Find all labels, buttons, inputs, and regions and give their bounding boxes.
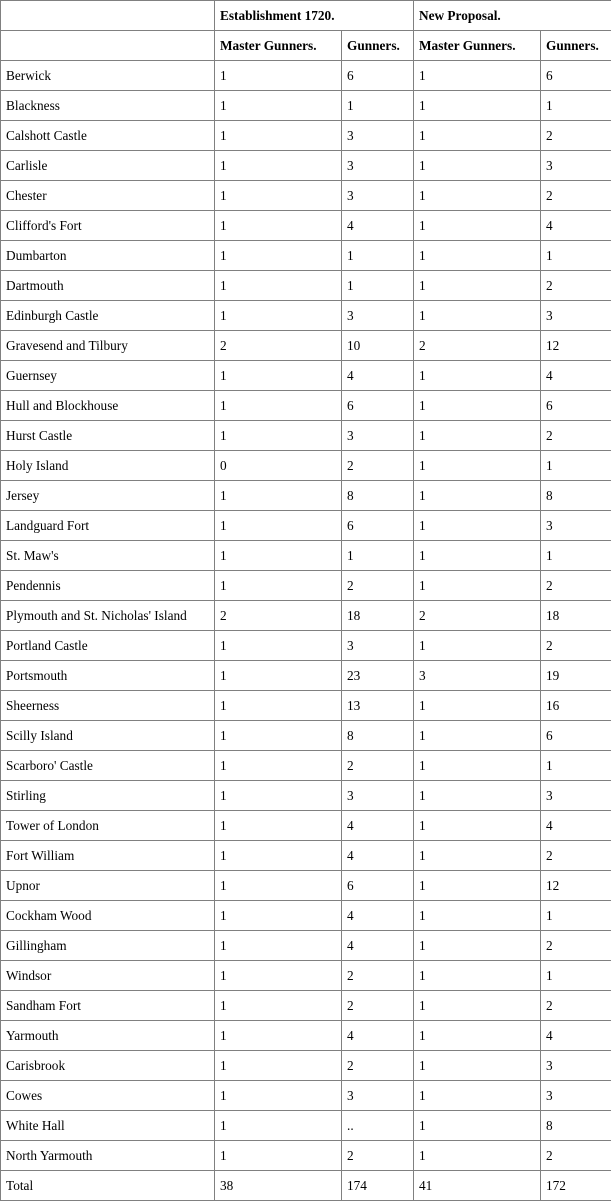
master-gunners-1720-cell: 38	[215, 1171, 342, 1201]
table-row	[1, 421, 611, 451]
header-establishment-1720: Establishment 1720.	[215, 1, 414, 31]
gunners-proposal-cell: 6	[541, 721, 611, 751]
table-row	[1, 391, 611, 421]
location-cell: Stirling	[1, 781, 215, 811]
location-cell: Calshott Castle	[1, 121, 215, 151]
table-row	[1, 901, 611, 931]
gunners-proposal-cell: 3	[541, 1081, 611, 1111]
gunners-1720-cell: 1	[342, 241, 414, 271]
column-header: Master Gunners.	[215, 31, 342, 61]
gunners-1720-cell: ..	[342, 1111, 414, 1141]
gunners-1720-cell: 2	[342, 961, 414, 991]
gunners-proposal-cell: 2	[541, 631, 611, 661]
gunners-1720-cell: 6	[342, 871, 414, 901]
table-row	[1, 631, 611, 661]
master-gunners-proposal-cell: 3	[414, 661, 541, 691]
location-cell: Yarmouth	[1, 1021, 215, 1051]
gunners-proposal-cell: 2	[541, 571, 611, 601]
location-cell: Cowes	[1, 1081, 215, 1111]
master-gunners-1720-cell: 1	[215, 391, 342, 421]
location-cell: Carlisle	[1, 151, 215, 181]
table-row	[1, 121, 611, 151]
master-gunners-1720-cell: 1	[215, 721, 342, 751]
master-gunners-1720-cell: 1	[215, 661, 342, 691]
table-row	[1, 331, 611, 361]
gunners-proposal-cell: 1	[541, 541, 611, 571]
gunners-proposal-cell: 8	[541, 1111, 611, 1141]
master-gunners-proposal-cell: 1	[414, 181, 541, 211]
master-gunners-proposal-cell: 1	[414, 451, 541, 481]
location-cell: Blackness	[1, 91, 215, 121]
master-gunners-1720-cell: 1	[215, 1081, 342, 1111]
header-new-proposal: New Proposal.	[414, 1, 611, 31]
header-row-columns	[1, 31, 611, 61]
gunners-proposal-cell: 4	[541, 211, 611, 241]
gunners-proposal-cell: 16	[541, 691, 611, 721]
table-row	[1, 961, 611, 991]
gunners-proposal-cell: 2	[541, 841, 611, 871]
table-row	[1, 361, 611, 391]
table-row	[1, 991, 611, 1021]
gunners-1720-cell: 6	[342, 61, 414, 91]
master-gunners-1720-cell: 1	[215, 1111, 342, 1141]
gunners-1720-cell: 1	[342, 91, 414, 121]
master-gunners-proposal-cell: 1	[414, 91, 541, 121]
gunners-1720-cell: 6	[342, 391, 414, 421]
gunners-1720-cell: 4	[342, 211, 414, 241]
master-gunners-proposal-cell: 1	[414, 481, 541, 511]
master-gunners-proposal-cell: 1	[414, 151, 541, 181]
master-gunners-proposal-cell: 2	[414, 601, 541, 631]
location-cell: Landguard Fort	[1, 511, 215, 541]
gunners-proposal-cell: 6	[541, 61, 611, 91]
gunners-1720-cell: 2	[342, 571, 414, 601]
master-gunners-1720-cell: 1	[215, 271, 342, 301]
table-row	[1, 511, 611, 541]
gunners-proposal-cell: 3	[541, 511, 611, 541]
master-gunners-proposal-cell: 1	[414, 1111, 541, 1141]
gunners-proposal-cell: 6	[541, 391, 611, 421]
location-cell: Total	[1, 1171, 215, 1201]
table-row	[1, 301, 611, 331]
master-gunners-proposal-cell: 1	[414, 1141, 541, 1171]
gunners-1720-cell: 3	[342, 151, 414, 181]
gunners-proposal-cell: 12	[541, 331, 611, 361]
gunners-1720-cell: 4	[342, 901, 414, 931]
table-row	[1, 661, 611, 691]
location-cell: Gillingham	[1, 931, 215, 961]
location-cell: Cockham Wood	[1, 901, 215, 931]
table-row	[1, 871, 611, 901]
gunners-1720-cell: 2	[342, 451, 414, 481]
column-header: Master Gunners.	[414, 31, 541, 61]
location-cell: Scilly Island	[1, 721, 215, 751]
location-cell: Tower of London	[1, 811, 215, 841]
master-gunners-proposal-cell: 1	[414, 211, 541, 241]
gunners-proposal-cell: 2	[541, 421, 611, 451]
master-gunners-proposal-cell: 1	[414, 271, 541, 301]
gunners-1720-cell: 3	[342, 781, 414, 811]
master-gunners-proposal-cell: 1	[414, 961, 541, 991]
total-row	[1, 1171, 611, 1201]
master-gunners-proposal-cell: 1	[414, 541, 541, 571]
location-cell: St. Maw's	[1, 541, 215, 571]
gunners-proposal-cell: 1	[541, 901, 611, 931]
master-gunners-1720-cell: 1	[215, 511, 342, 541]
location-cell: Upnor	[1, 871, 215, 901]
gunners-1720-cell: 6	[342, 511, 414, 541]
master-gunners-1720-cell: 1	[215, 781, 342, 811]
gunners-proposal-cell: 19	[541, 661, 611, 691]
master-gunners-1720-cell: 1	[215, 91, 342, 121]
gunners-1720-cell: 3	[342, 421, 414, 451]
gunners-proposal-cell: 1	[541, 451, 611, 481]
location-cell: Clifford's Fort	[1, 211, 215, 241]
master-gunners-proposal-cell: 1	[414, 841, 541, 871]
master-gunners-proposal-cell: 1	[414, 511, 541, 541]
master-gunners-1720-cell: 1	[215, 1051, 342, 1081]
master-gunners-1720-cell: 1	[215, 421, 342, 451]
master-gunners-1720-cell: 1	[215, 481, 342, 511]
gunners-1720-cell: 3	[342, 121, 414, 151]
master-gunners-proposal-cell: 1	[414, 301, 541, 331]
table-row	[1, 691, 611, 721]
master-gunners-proposal-cell: 1	[414, 1081, 541, 1111]
location-cell: White Hall	[1, 1111, 215, 1141]
gunners-1720-cell: 4	[342, 811, 414, 841]
master-gunners-1720-cell: 2	[215, 331, 342, 361]
master-gunners-1720-cell: 1	[215, 1141, 342, 1171]
master-gunners-proposal-cell: 1	[414, 751, 541, 781]
table-row	[1, 1081, 611, 1111]
table-row	[1, 91, 611, 121]
master-gunners-proposal-cell: 1	[414, 421, 541, 451]
master-gunners-1720-cell: 1	[215, 931, 342, 961]
location-cell: Scarboro' Castle	[1, 751, 215, 781]
master-gunners-1720-cell: 0	[215, 451, 342, 481]
gunners-1720-cell: 174	[342, 1171, 414, 1201]
master-gunners-proposal-cell: 1	[414, 121, 541, 151]
column-header: Gunners.	[342, 31, 414, 61]
gunners-proposal-cell: 2	[541, 181, 611, 211]
master-gunners-1720-cell: 1	[215, 121, 342, 151]
master-gunners-proposal-cell: 2	[414, 331, 541, 361]
table-row	[1, 931, 611, 961]
master-gunners-proposal-cell: 1	[414, 991, 541, 1021]
master-gunners-proposal-cell: 1	[414, 871, 541, 901]
gunners-proposal-cell: 3	[541, 781, 611, 811]
column-header: Gunners.	[541, 31, 611, 61]
location-cell: Dumbarton	[1, 241, 215, 271]
master-gunners-1720-cell: 1	[215, 631, 342, 661]
gunners-proposal-cell: 8	[541, 481, 611, 511]
gunners-1720-cell: 4	[342, 361, 414, 391]
table-row	[1, 751, 611, 781]
gunners-proposal-cell: 2	[541, 991, 611, 1021]
gunners-1720-cell: 3	[342, 631, 414, 661]
table-row	[1, 841, 611, 871]
master-gunners-1720-cell: 1	[215, 691, 342, 721]
table-row	[1, 481, 611, 511]
master-gunners-proposal-cell: 1	[414, 241, 541, 271]
master-gunners-proposal-cell: 41	[414, 1171, 541, 1201]
gunners-proposal-cell: 1	[541, 91, 611, 121]
gunners-1720-cell: 2	[342, 1051, 414, 1081]
master-gunners-1720-cell: 1	[215, 181, 342, 211]
table-row	[1, 451, 611, 481]
master-gunners-proposal-cell: 1	[414, 721, 541, 751]
gunners-proposal-cell: 1	[541, 751, 611, 781]
location-cell: Sandham Fort	[1, 991, 215, 1021]
master-gunners-1720-cell: 1	[215, 211, 342, 241]
master-gunners-proposal-cell: 1	[414, 391, 541, 421]
master-gunners-1720-cell: 1	[215, 901, 342, 931]
header-row-groups	[1, 1, 611, 31]
header-empty-cell	[1, 31, 215, 61]
table-row	[1, 211, 611, 241]
gunners-proposal-cell: 3	[541, 301, 611, 331]
table-row	[1, 271, 611, 301]
table-row	[1, 61, 611, 91]
location-cell: Pendennis	[1, 571, 215, 601]
master-gunners-proposal-cell: 1	[414, 631, 541, 661]
table-row	[1, 1051, 611, 1081]
gunners-1720-cell: 23	[342, 661, 414, 691]
master-gunners-1720-cell: 1	[215, 811, 342, 841]
location-cell: Dartmouth	[1, 271, 215, 301]
gunners-proposal-cell: 2	[541, 931, 611, 961]
gunners-1720-cell: 2	[342, 991, 414, 1021]
location-cell: Gravesend and Tilbury	[1, 331, 215, 361]
location-cell: Berwick	[1, 61, 215, 91]
master-gunners-1720-cell: 1	[215, 871, 342, 901]
location-cell: Jersey	[1, 481, 215, 511]
gunners-proposal-cell: 4	[541, 1021, 611, 1051]
gunners-proposal-cell: 2	[541, 1141, 611, 1171]
master-gunners-1720-cell: 1	[215, 301, 342, 331]
gunners-1720-cell: 1	[342, 541, 414, 571]
master-gunners-proposal-cell: 1	[414, 361, 541, 391]
gunners-1720-cell: 1	[342, 271, 414, 301]
table-row	[1, 1021, 611, 1051]
location-cell: Chester	[1, 181, 215, 211]
table-row	[1, 1111, 611, 1141]
gunners-proposal-cell: 12	[541, 871, 611, 901]
gunners-1720-cell: 2	[342, 1141, 414, 1171]
master-gunners-proposal-cell: 1	[414, 901, 541, 931]
table-row	[1, 781, 611, 811]
table-row	[1, 1141, 611, 1171]
table-body	[1, 61, 611, 1201]
master-gunners-1720-cell: 1	[215, 151, 342, 181]
gunners-1720-cell: 13	[342, 691, 414, 721]
gunners-proposal-cell: 2	[541, 121, 611, 151]
location-cell: Sheerness	[1, 691, 215, 721]
location-cell: Guernsey	[1, 361, 215, 391]
master-gunners-proposal-cell: 1	[414, 781, 541, 811]
master-gunners-1720-cell: 1	[215, 1021, 342, 1051]
location-cell: Plymouth and St. Nicholas' Island	[1, 601, 215, 631]
table-row	[1, 181, 611, 211]
gunners-proposal-cell: 3	[541, 151, 611, 181]
gunners-1720-cell: 4	[342, 1021, 414, 1051]
master-gunners-1720-cell: 1	[215, 841, 342, 871]
master-gunners-proposal-cell: 1	[414, 1051, 541, 1081]
gunners-proposal-cell: 1	[541, 961, 611, 991]
gunners-proposal-cell: 172	[541, 1171, 611, 1201]
location-cell: Hurst Castle	[1, 421, 215, 451]
master-gunners-proposal-cell: 1	[414, 811, 541, 841]
gunners-1720-cell: 4	[342, 931, 414, 961]
master-gunners-1720-cell: 1	[215, 751, 342, 781]
table-row	[1, 721, 611, 751]
master-gunners-1720-cell: 2	[215, 601, 342, 631]
gunners-1720-cell: 8	[342, 721, 414, 751]
gunners-1720-cell: 18	[342, 601, 414, 631]
location-cell: Portland Castle	[1, 631, 215, 661]
gunners-proposal-cell: 1	[541, 241, 611, 271]
master-gunners-1720-cell: 1	[215, 361, 342, 391]
table-row	[1, 151, 611, 181]
master-gunners-proposal-cell: 1	[414, 931, 541, 961]
master-gunners-1720-cell: 1	[215, 961, 342, 991]
header-empty-cell	[1, 1, 215, 31]
table-row	[1, 241, 611, 271]
master-gunners-1720-cell: 1	[215, 241, 342, 271]
gunners-proposal-cell: 2	[541, 271, 611, 301]
master-gunners-1720-cell: 1	[215, 571, 342, 601]
table-row	[1, 541, 611, 571]
location-cell: Hull and Blockhouse	[1, 391, 215, 421]
master-gunners-proposal-cell: 1	[414, 61, 541, 91]
gunners-proposal-cell: 4	[541, 811, 611, 841]
master-gunners-1720-cell: 1	[215, 541, 342, 571]
table-row	[1, 811, 611, 841]
location-cell: Portsmouth	[1, 661, 215, 691]
gunners-1720-cell: 10	[342, 331, 414, 361]
location-cell: Holy Island	[1, 451, 215, 481]
gunners-1720-cell: 3	[342, 1081, 414, 1111]
master-gunners-proposal-cell: 1	[414, 571, 541, 601]
master-gunners-proposal-cell: 1	[414, 691, 541, 721]
master-gunners-proposal-cell: 1	[414, 1021, 541, 1051]
gunners-proposal-cell: 18	[541, 601, 611, 631]
location-cell: Windsor	[1, 961, 215, 991]
gunners-1720-cell: 2	[342, 751, 414, 781]
gunners-1720-cell: 3	[342, 301, 414, 331]
location-cell: Edinburgh Castle	[1, 301, 215, 331]
master-gunners-1720-cell: 1	[215, 991, 342, 1021]
location-cell: North Yarmouth	[1, 1141, 215, 1171]
table-row	[1, 571, 611, 601]
gunners-proposal-cell: 4	[541, 361, 611, 391]
gunners-1720-cell: 4	[342, 841, 414, 871]
gunners-proposal-cell: 3	[541, 1051, 611, 1081]
table-row	[1, 601, 611, 631]
location-cell: Carisbrook	[1, 1051, 215, 1081]
gunners-1720-cell: 8	[342, 481, 414, 511]
master-gunners-1720-cell: 1	[215, 61, 342, 91]
location-cell: Fort William	[1, 841, 215, 871]
gunners-1720-cell: 3	[342, 181, 414, 211]
